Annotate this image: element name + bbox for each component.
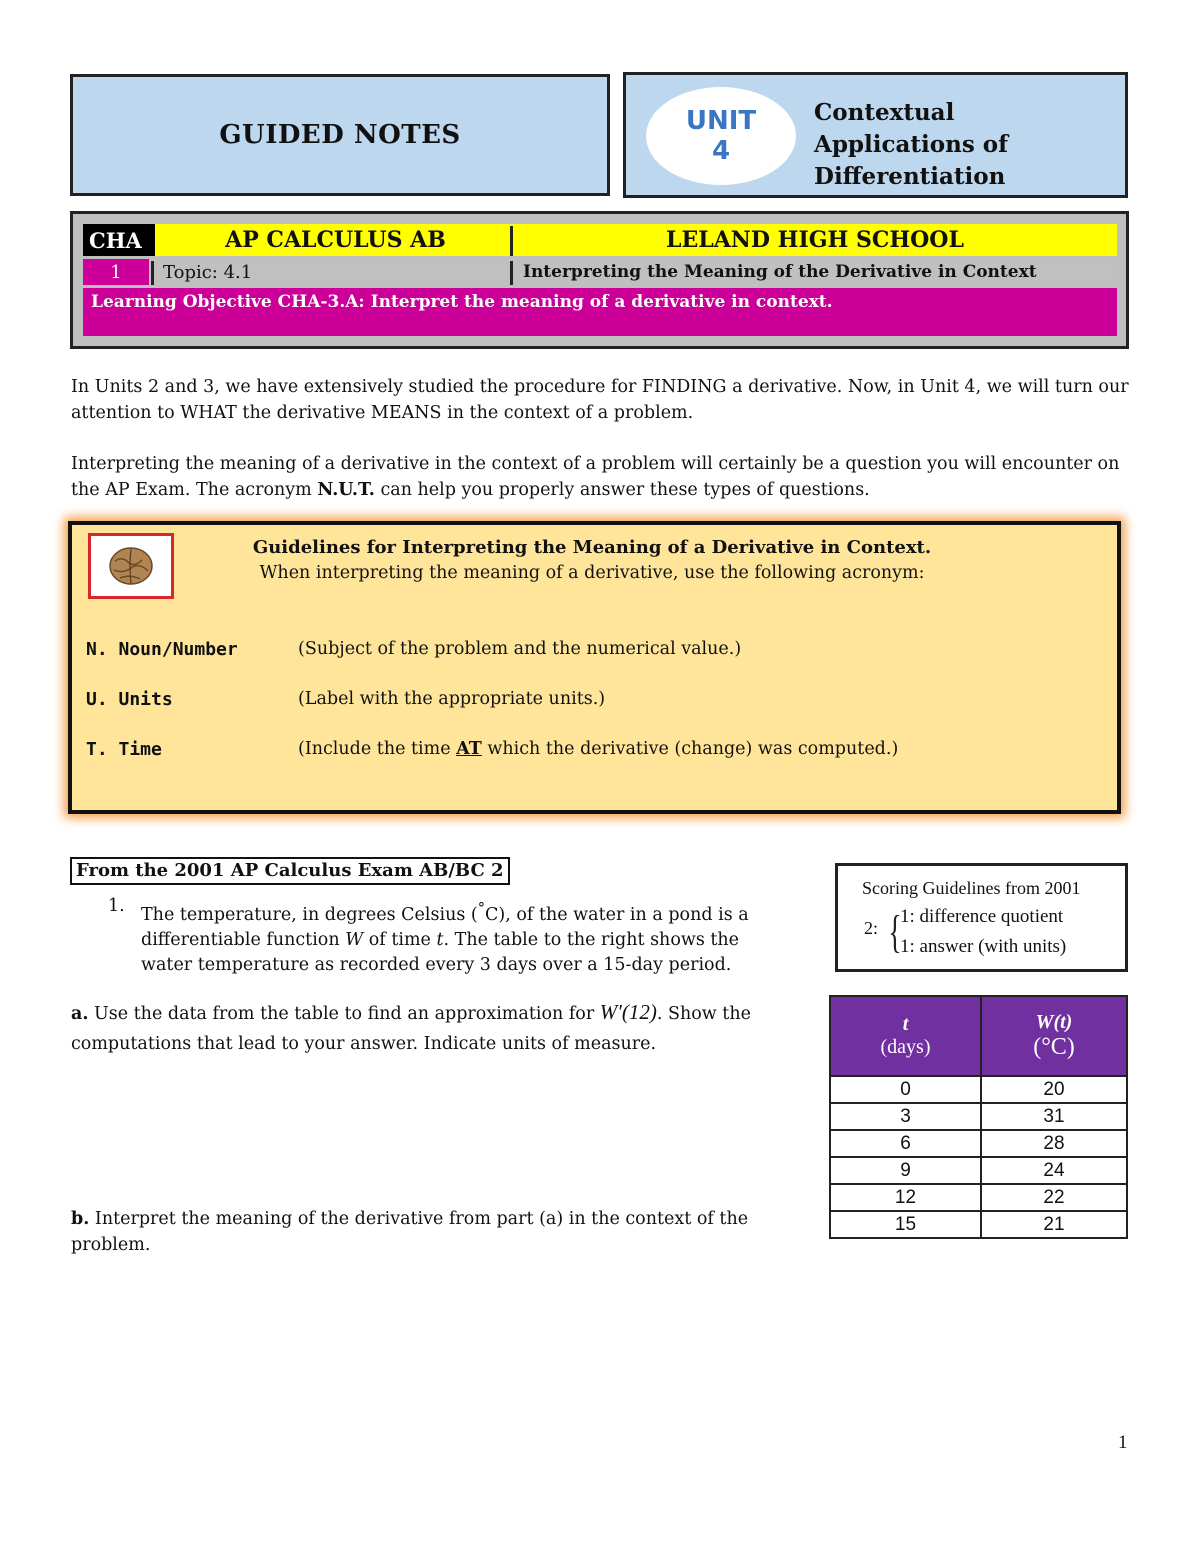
variable-w: W (345, 929, 364, 950)
course-name: AP CALCULUS AB (225, 227, 446, 253)
cell-t: 3 (830, 1103, 981, 1130)
page-number: 1 (1118, 1432, 1128, 1453)
objective-row (83, 288, 1117, 336)
intro-text: can help you properly answer these types of questions. (374, 480, 870, 500)
school-name: LELAND HIGH SCHOOL (666, 227, 964, 253)
brace-icon: { (888, 906, 902, 957)
part-b (71, 1206, 791, 1258)
scoring-guidelines-box (835, 863, 1128, 972)
col-header-t (830, 996, 981, 1076)
cell-t: 0 (830, 1076, 981, 1103)
part-b-text: Interpret the meaning of the derivative from part (a) in the context of the problem. (71, 1209, 749, 1255)
nut-desc-text: (Include the time (298, 739, 457, 759)
scoring-line-1: 1: difference quotient (900, 906, 1064, 927)
intro-paragraph-2 (71, 451, 1131, 503)
cha-tag: CHA (83, 224, 155, 256)
col-unit-w: (°C) (1033, 1034, 1075, 1060)
table-header-row (830, 996, 1127, 1076)
course-banner (70, 211, 1129, 349)
variable-t: t (436, 929, 444, 950)
problem-text-part: of time (363, 929, 437, 950)
guided-notes-box (70, 74, 610, 196)
exam-source-label: From the 2001 AP Calculus Exam AB/BC 2 (70, 857, 510, 885)
nut-key-u: U. Units (86, 689, 173, 710)
table-row (830, 1130, 1127, 1157)
table-row (830, 1184, 1127, 1211)
cell-w: 20 (981, 1076, 1127, 1103)
topic-row (83, 259, 1117, 285)
guidelines-title: Guidelines for Interpreting the Meaning of a Derivative in Context. (252, 537, 932, 558)
scoring-line-2: 1: answer (with units) (900, 936, 1067, 957)
walnut-icon (106, 544, 156, 588)
part-a-label: a. (71, 1004, 89, 1024)
problem-text-part: C), of the water in a pond is a differentiable function (141, 904, 749, 950)
acronym: N.U.T. (317, 480, 375, 500)
walnut-image (88, 533, 174, 599)
cell-w: 31 (981, 1103, 1127, 1130)
nut-desc-t (298, 739, 898, 759)
nut-key-n: N. Noun/Number (86, 639, 238, 660)
nut-desc-n: (Subject of the problem and the numerical value.) (298, 639, 742, 659)
table-row (830, 1211, 1127, 1238)
topic-title: Interpreting the Meaning of the Derivative in Context (523, 262, 1037, 282)
cell-t: 12 (830, 1184, 981, 1211)
col-unit-t: (days) (880, 1036, 931, 1058)
guided-notes-title: GUIDED NOTES (219, 120, 461, 150)
part-a-text: . Show the computations that lead to your answer. Indicate units of measure. (71, 1004, 751, 1054)
problem-text-part: . The table to the right shows the water temperature as recorded every 3 days over a 15-day period. (141, 929, 740, 975)
scoring-points: 2: (864, 918, 879, 938)
temperature-table (829, 995, 1128, 1239)
unit-title (814, 97, 1114, 193)
unit-title-line: Applications of (814, 131, 1009, 158)
guidelines-subtitle: When interpreting the meaning of a derivative, use the following acronym: (259, 563, 925, 583)
cell-w: 21 (981, 1211, 1127, 1238)
lesson-number: 1 (83, 259, 149, 285)
nut-desc-text: which the derivative (change) was computed.) (481, 739, 899, 759)
topic-label: Topic: 4.1 (163, 261, 253, 283)
part-b-label: b. (71, 1209, 90, 1229)
problem-text (141, 896, 791, 978)
divider (151, 261, 154, 285)
nut-key-t: T. Time (86, 739, 162, 760)
cell-t: 6 (830, 1130, 981, 1157)
guidelines-box (68, 521, 1121, 814)
unit-title-line: Contextual (814, 99, 955, 126)
unit-badge (646, 87, 796, 185)
cell-w: 28 (981, 1130, 1127, 1157)
divider (510, 261, 513, 285)
degree-symbol: ° (477, 900, 486, 917)
intro-text: Interpreting the meaning of a derivative in the context of a problem will certainly be a question you will encounter on the AP Exam. The acronym (71, 454, 1120, 500)
cell-w: 24 (981, 1157, 1127, 1184)
part-a (71, 997, 811, 1059)
part-a-math: W′(12) (599, 1000, 657, 1024)
nut-desc-emphasis: AT (456, 739, 482, 759)
part-a-text: Use the data from the table to find an approximation for (88, 1004, 600, 1024)
unit-word: UNIT (685, 106, 757, 136)
col-var-t: t (902, 1013, 909, 1035)
col-var-w: W(t) (1035, 1011, 1073, 1033)
cell-t: 9 (830, 1157, 981, 1184)
table-row (830, 1076, 1127, 1103)
problem-number: 1. (108, 896, 125, 916)
intro-paragraph-1: In Units 2 and 3, we have extensively studied the procedure for FINDING a derivative. Now, in Unit 4, we will turn our attention to WHAT the derivative MEANS in the context of a problem. (71, 377, 1129, 423)
learning-objective: Learning Objective CHA-3.A: Interpret the meaning of a derivative in context. (91, 292, 833, 312)
nut-desc-u: (Label with the appropriate units.) (298, 689, 606, 709)
table-row (830, 1157, 1127, 1184)
course-row (83, 224, 1117, 256)
cell-t: 15 (830, 1211, 981, 1238)
problem-text-part: The temperature, in degrees Celsius ( (141, 904, 478, 925)
table-row (830, 1103, 1127, 1130)
scoring-title: Scoring Guidelines from 2001 (862, 878, 1081, 898)
unit-title-line: Differentiation (814, 163, 1006, 190)
unit-box (623, 72, 1128, 198)
cell-w: 22 (981, 1184, 1127, 1211)
unit-number: 4 (711, 136, 731, 166)
col-header-w (981, 996, 1127, 1076)
